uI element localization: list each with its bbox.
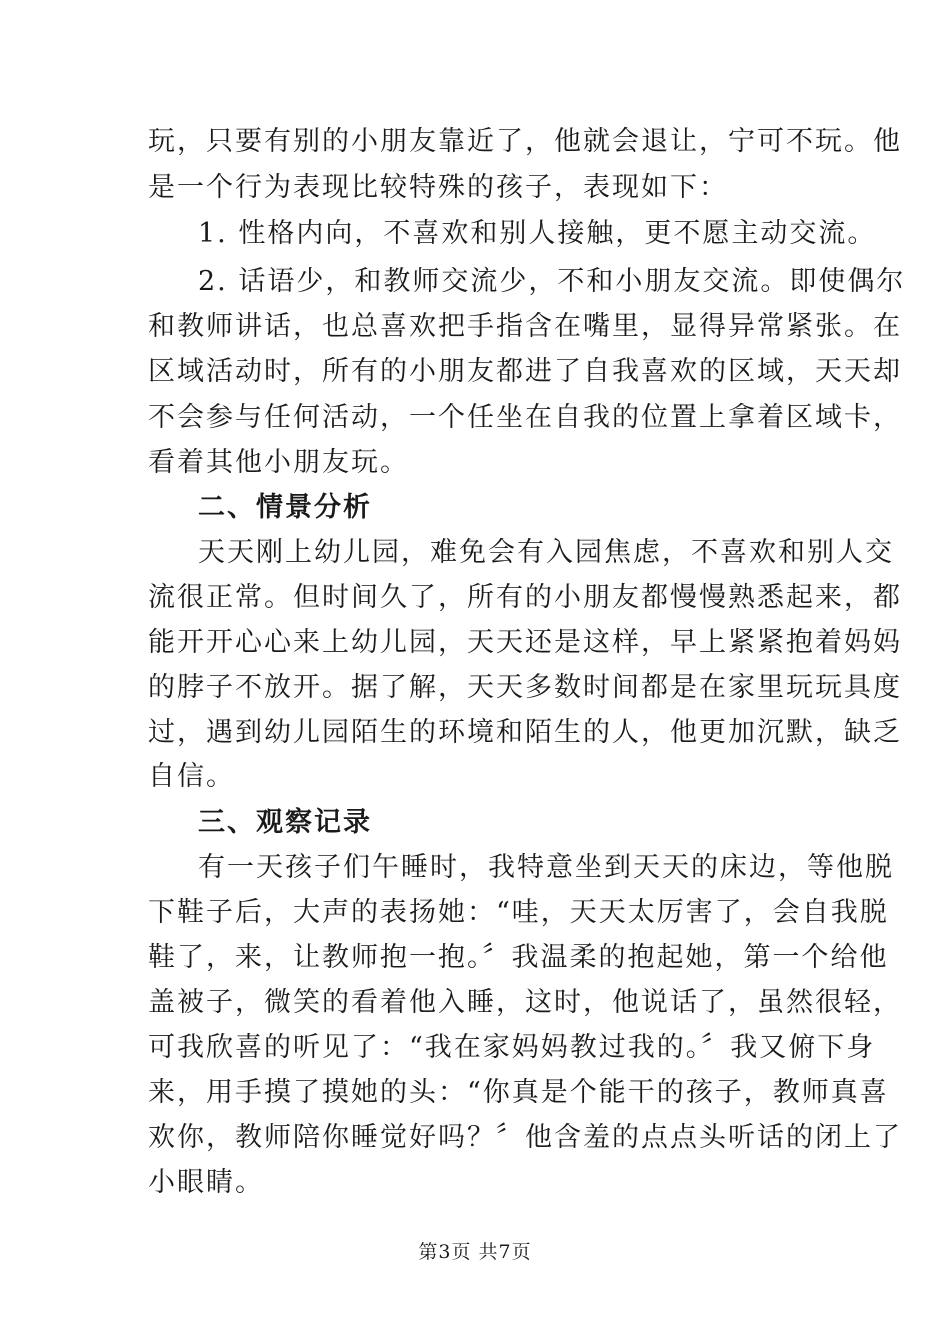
paragraph-line: 能开开心心来上幼儿园，天天还是这样，早上紧紧抱着妈妈	[148, 627, 902, 658]
paragraph-line: 下鞋子后，大声的表扬她：“哇，天天太厉害了，会自我脱	[148, 897, 889, 928]
paragraph-line: 鞋了，来，让教师抱一抱。〞我温柔的抱起她，第一个给他	[148, 942, 889, 973]
paragraph-line: 自信。	[148, 761, 235, 792]
section-heading: 二、情景分析	[198, 492, 372, 523]
paragraph-line: 是一个行为表现比较特殊的孩子，表现如下：	[148, 172, 728, 203]
paragraph-line: 和教师讲话，也总喜欢把手指含在嘴里，显得异常紧张。在	[148, 311, 902, 342]
paragraph-line: 来，用手摸了摸她的头：“你真是个能干的孩子，教师真喜	[148, 1077, 889, 1108]
paragraph-line: 盖被子，微笑的看着他入睡，这时，他说话了，虽然很轻，	[148, 987, 902, 1018]
paragraph-line: 的脖子不放开。据了解，天天多数时间都是在家里玩玩具度	[148, 672, 902, 703]
paragraph-line: 天天刚上幼儿园，难免会有入园焦虑，不喜欢和别人交	[198, 537, 894, 568]
paragraph-line: 有一天孩子们午睡时，我特意坐到天天的床边，等他脱	[198, 852, 894, 883]
paragraph-line: 不会参与任何活动，一个任坐在自我的位置上拿着区域卡，	[148, 402, 902, 433]
paragraph-line: 看着其他小朋友玩。	[148, 447, 409, 478]
paragraph-line: 过，遇到幼儿园陌生的环境和陌生的人，他更加沉默，缺乏	[148, 717, 902, 748]
list-item: 1. 性格内向，不喜欢和别人接触，更不愿主动交流。	[198, 218, 877, 249]
paragraph-line: 玩，只要有别的小朋友靠近了，他就会退让，宁可不玩。他	[148, 126, 902, 157]
list-item: 2. 话语少，和教师交流少，不和小朋友交流。即使偶尔	[198, 266, 906, 297]
paragraph-line: 区域活动时，所有的小朋友都进了自我喜欢的区域，天天却	[148, 356, 902, 387]
page-number-footer: 第3页 共7页	[418, 1241, 532, 1263]
paragraph-line: 可我欣喜的听见了：“我在家妈妈教过我的。〞我又俯下身	[148, 1032, 876, 1063]
section-heading: 三、观察记录	[198, 807, 372, 838]
paragraph-line: 流很正常。但时间久了，所有的小朋友都慢慢熟悉起来，都	[148, 582, 902, 613]
paragraph-line: 欢你，教师陪你睡觉好吗？〞他含羞的点点头听话的闭上了	[148, 1122, 902, 1153]
paragraph-line: 小眼睛。	[148, 1167, 264, 1198]
